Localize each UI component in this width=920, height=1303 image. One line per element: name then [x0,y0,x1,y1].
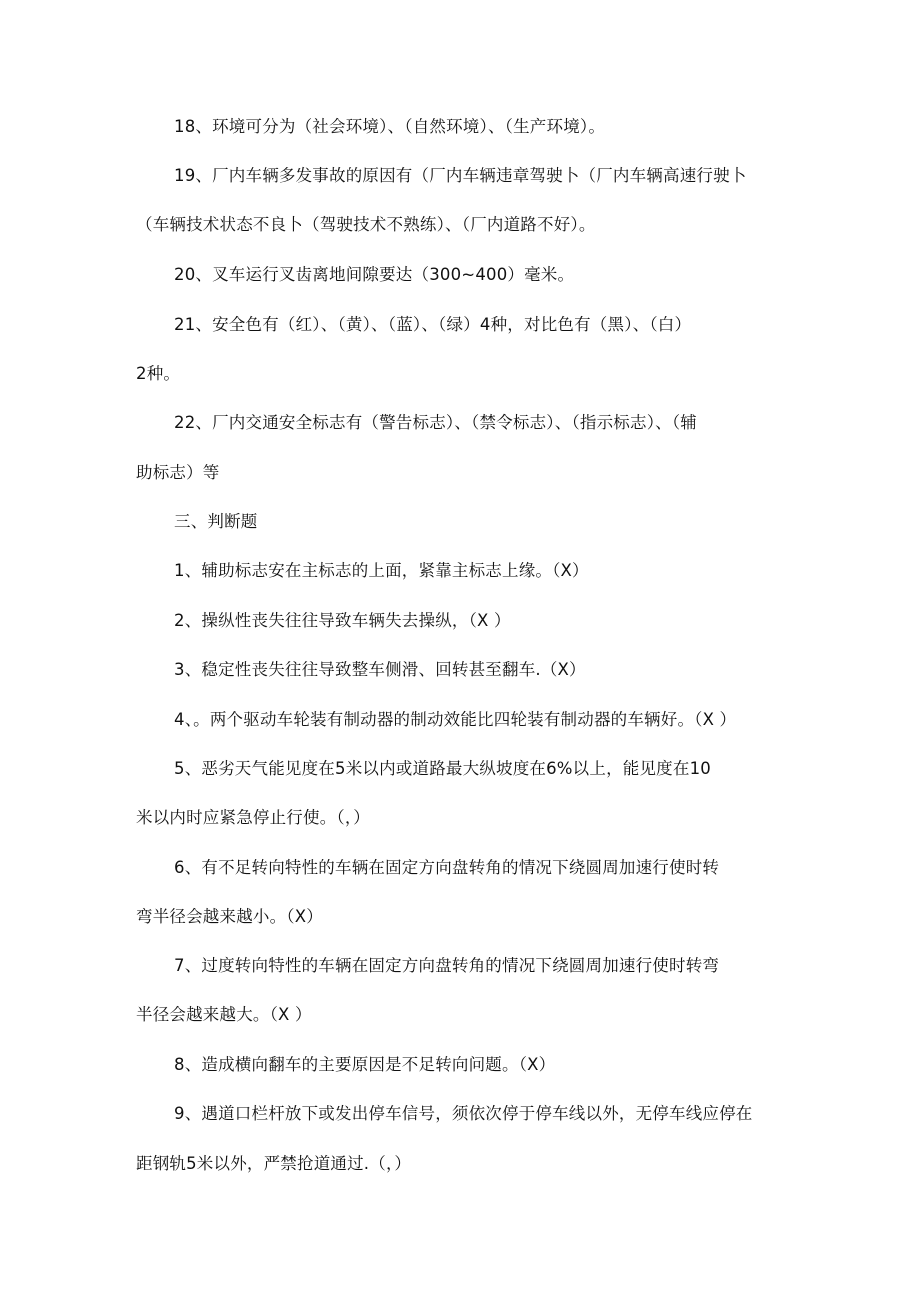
section-heading-judgment: 三、判断题 [174,512,258,531]
fill-item-19-line-2: （车辆技术状态不良卜（驾驶技术不熟练）、（厂内道路不好）。 [136,215,596,234]
fill-item-19-line-1: 19、厂内车辆多发事故的原因有（厂内车辆违章驾驶卜（厂内车辆高速行驶卜 [174,166,747,185]
judgment-item-7-line-1: 7、过度转向特性的车辆在固定方向盘转角的情况下绕圆周加速行使时转弯 [174,956,720,975]
judgment-item-9-line-2: 距钢轨5米以外，严禁抢道通过.（，） [136,1154,412,1173]
judgment-item-3: 3、稳定性丧失往往导致整车侧滑、回转甚至翻车.（X） [174,660,586,679]
judgment-item-1: 1、辅助标志安在主标志的上面，紧靠主标志上缘。（X） [174,561,589,580]
judgment-item-6-line-2: 弯半径会越来越小。（X） [136,907,323,926]
fill-item-20-line-1: 20、叉车运行叉齿离地间隙要达（300~400）毫米。 [174,265,575,284]
fill-item-22-line-2: 助标志）等 [136,463,220,482]
fill-item-22-line-1: 22、厂内交通安全标志有（警告标志）、（禁令标志）、（指示标志）、（辅 [174,413,697,432]
judgment-item-4: 4、。两个驱动车轮装有制动器的制动效能比四轮装有制动器的车辆好。（X ） [174,710,737,729]
fill-item-18-line-1: 18、环境可分为（社会环境）、（自然环境）、（生产环境）。 [174,117,606,136]
judgment-item-5-line-1: 5、恶劣天气能见度在5米以内或道路最大纵坡度在6%以上，能见度在10 [174,759,711,778]
judgment-item-2: 2、操纵性丧失往往导致车辆失去操纵，（X ） [174,611,511,630]
judgment-item-9-line-1: 9、遇道口栏杆放下或发出停车信号，须依次停于停车线以外，无停车线应停在 [174,1104,753,1123]
fill-item-21-line-1: 21、安全色有（红）、（黄）、（蓝）、（绿）4种，对比色有（黑）、（白） [174,315,692,334]
judgment-item-8: 8、造成横向翻车的主要原因是不足转向问题。（X） [174,1055,556,1074]
judgment-item-7-line-2: 半径会越来越大。（X ） [136,1005,312,1024]
fill-item-21-line-2: 2种。 [136,364,181,383]
judgment-item-6-line-1: 6、有不足转向特性的车辆在固定方向盘转角的情况下绕圆周加速行使时转 [174,858,720,877]
judgment-item-5-line-2: 米以内时应紧急停止行使。（，） [136,808,370,827]
